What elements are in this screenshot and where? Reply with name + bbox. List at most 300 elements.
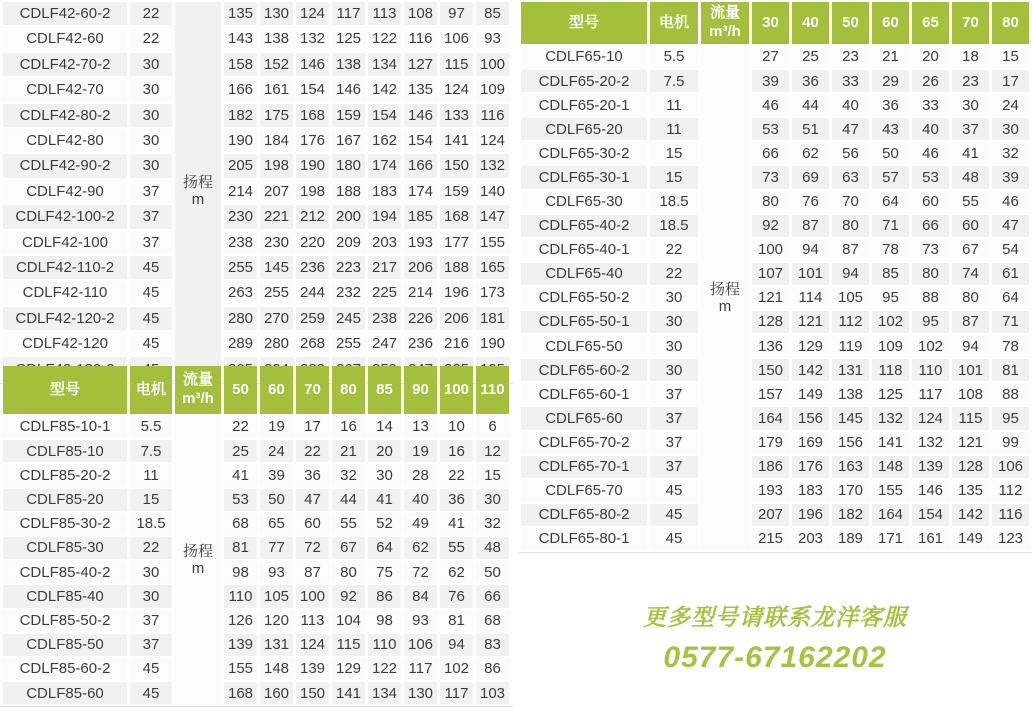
head-value-cell: 110 — [368, 634, 401, 656]
head-value-cell: 80 — [832, 215, 869, 237]
head-value-cell: 61 — [992, 263, 1029, 285]
head-value-cell: 67 — [952, 239, 989, 261]
head-value-cell: 20 — [912, 46, 949, 68]
table-row — [3, 256, 509, 279]
head-value-cell: 33 — [912, 94, 949, 116]
model-cell: CDLF85-50-2 — [3, 610, 127, 632]
head-value-cell: 64 — [872, 191, 909, 213]
head-value-cell: 212 — [296, 205, 329, 228]
head-value-cell: 214 — [404, 281, 437, 304]
table-row — [521, 94, 1029, 116]
model-cell: CDLF42-80-2 — [3, 104, 127, 127]
table-row — [3, 104, 509, 127]
table-row — [521, 46, 1029, 68]
flow-column-header: 流量 m³/h — [701, 2, 749, 44]
head-value-cell: 40 — [832, 94, 869, 116]
head-value-cell: 154 — [368, 104, 401, 127]
model-column-header: 型号 — [3, 366, 127, 414]
model-cell: CDLF42-60-2 — [3, 2, 127, 25]
head-value-cell: 182 — [832, 504, 869, 526]
head-value-cell: 30 — [476, 489, 509, 511]
head-value-cell: 134 — [368, 682, 401, 704]
table-row — [3, 180, 509, 203]
model-cell: CDLF85-30-2 — [3, 513, 127, 535]
head-value-cell: 24 — [260, 440, 293, 462]
head-value-cell: 19 — [260, 416, 293, 438]
head-value-cell: 95 — [872, 287, 909, 309]
head-value-cell: 109 — [872, 335, 909, 357]
head-value-cell: 152 — [260, 53, 293, 76]
model-cell: CDLF65-30-1 — [521, 166, 647, 188]
head-value-cell: 107 — [752, 263, 789, 285]
head-value-cell: 72 — [404, 561, 437, 583]
motor-power-cell: 30 — [650, 335, 698, 357]
head-value-cell: 48 — [476, 537, 509, 559]
head-value-cell: 23 — [952, 70, 989, 92]
head-value-cell: 124 — [296, 634, 329, 656]
head-value-cell: 30 — [368, 464, 401, 486]
head-value-cell: 28 — [404, 464, 437, 486]
model-cell: CDLF65-20-1 — [521, 94, 647, 116]
head-value-cell: 15 — [992, 46, 1029, 68]
head-value-cell: 113 — [296, 610, 329, 632]
table-row — [3, 658, 509, 680]
head-value-cell: 148 — [872, 456, 909, 478]
lift-head-label-cell: 扬程 m — [701, 46, 749, 550]
head-value-cell: 102 — [912, 335, 949, 357]
model-cell: CDLF85-40-2 — [3, 561, 127, 583]
head-value-cell: 62 — [404, 537, 437, 559]
motor-power-cell: 37 — [130, 205, 172, 228]
motor-power-cell: 30 — [130, 154, 172, 177]
head-value-cell: 247 — [368, 332, 401, 355]
table-row — [3, 537, 509, 559]
head-value-cell: 86 — [368, 585, 401, 607]
head-value-cell: 64 — [368, 537, 401, 559]
head-value-cell: 135 — [404, 78, 437, 101]
head-value-cell: 17 — [296, 416, 329, 438]
head-value-cell: 47 — [296, 489, 329, 511]
head-value-cell: 244 — [296, 281, 329, 304]
motor-power-cell: 11 — [650, 118, 698, 140]
table-row — [521, 456, 1029, 478]
head-value-cell: 146 — [296, 53, 329, 76]
head-value-cell: 43 — [872, 118, 909, 140]
head-value-cell: 180 — [332, 154, 365, 177]
head-value-cell: 102 — [872, 311, 909, 333]
motor-power-cell: 30 — [130, 53, 172, 76]
head-value-cell: 149 — [792, 383, 829, 405]
flow-rate-header: 50 — [832, 2, 869, 44]
head-value-cell: 100 — [296, 585, 329, 607]
head-value-cell: 134 — [368, 53, 401, 76]
head-value-cell: 198 — [260, 154, 293, 177]
cdlf85-spec-table — [0, 364, 514, 707]
head-value-cell: 40 — [404, 489, 437, 511]
head-value-cell: 81 — [440, 610, 473, 632]
head-value-cell: 238 — [368, 307, 401, 330]
head-value-cell: 217 — [368, 256, 401, 279]
table-row — [3, 585, 509, 607]
head-value-cell: 183 — [792, 480, 829, 502]
table-row — [3, 682, 509, 704]
motor-power-cell: 5.5 — [130, 416, 172, 438]
head-value-cell: 50 — [260, 489, 293, 511]
head-value-cell: 236 — [296, 256, 329, 279]
model-cell: CDLF42-90-2 — [3, 154, 127, 177]
head-value-cell: 41 — [224, 464, 257, 486]
head-value-cell: 49 — [404, 513, 437, 535]
model-column-header: 型号 — [521, 2, 647, 44]
head-value-cell: 92 — [752, 215, 789, 237]
head-value-cell: 149 — [952, 528, 989, 550]
head-value-cell: 168 — [440, 205, 473, 228]
head-value-cell: 190 — [296, 154, 329, 177]
head-value-cell: 130 — [404, 682, 437, 704]
head-value-cell: 69 — [792, 166, 829, 188]
motor-power-cell: 30 — [130, 78, 172, 101]
head-value-cell: 44 — [792, 94, 829, 116]
head-value-cell: 104 — [332, 610, 365, 632]
motor-power-cell: 15 — [650, 142, 698, 164]
head-value-cell: 167 — [332, 129, 365, 152]
motor-power-cell: 18.5 — [650, 215, 698, 237]
head-value-cell: 71 — [992, 311, 1029, 333]
head-value-cell: 121 — [952, 432, 989, 454]
model-cell: CDLF42-100 — [3, 231, 127, 254]
head-value-cell: 24 — [992, 94, 1029, 116]
head-value-cell: 68 — [476, 610, 509, 632]
head-value-cell: 15 — [476, 464, 509, 486]
head-value-cell: 92 — [332, 585, 365, 607]
head-value-cell: 46 — [992, 191, 1029, 213]
model-cell: CDLF42-80 — [3, 129, 127, 152]
head-value-cell: 106 — [992, 456, 1029, 478]
head-value-cell: 130 — [260, 2, 293, 25]
head-value-cell: 108 — [952, 383, 989, 405]
motor-power-cell: 37 — [130, 231, 172, 254]
head-value-cell: 116 — [404, 27, 437, 50]
head-value-cell: 94 — [952, 335, 989, 357]
head-value-cell: 51 — [792, 118, 829, 140]
head-value-cell: 16 — [440, 440, 473, 462]
head-value-cell: 95 — [912, 311, 949, 333]
head-value-cell: 117 — [332, 2, 365, 25]
head-value-cell: 188 — [332, 180, 365, 203]
head-value-cell: 207 — [260, 180, 293, 203]
head-value-cell: 47 — [992, 215, 1029, 237]
head-value-cell: 145 — [832, 407, 869, 429]
model-cell: CDLF65-30 — [521, 191, 647, 213]
head-value-cell: 141 — [332, 682, 365, 704]
model-cell: CDLF65-40 — [521, 263, 647, 285]
model-cell: CDLF42-90 — [3, 180, 127, 203]
head-value-cell: 117 — [912, 383, 949, 405]
motor-power-cell: 37 — [130, 610, 172, 632]
head-value-cell: 126 — [224, 610, 257, 632]
motor-power-cell: 45 — [130, 281, 172, 304]
head-value-cell: 73 — [912, 239, 949, 261]
motor-power-cell: 30 — [130, 561, 172, 583]
head-value-cell: 85 — [872, 263, 909, 285]
head-value-cell: 93 — [260, 561, 293, 583]
head-value-cell: 87 — [952, 311, 989, 333]
head-value-cell: 73 — [752, 166, 789, 188]
head-value-cell: 93 — [476, 27, 509, 50]
lift-head-label-cell: 扬程 m — [175, 416, 221, 704]
head-value-cell: 36 — [872, 94, 909, 116]
head-value-cell: 77 — [260, 537, 293, 559]
head-value-cell: 80 — [912, 263, 949, 285]
motor-power-cell: 30 — [650, 287, 698, 309]
head-value-cell: 121 — [752, 287, 789, 309]
head-value-cell: 50 — [476, 561, 509, 583]
head-value-cell: 56 — [832, 142, 869, 164]
head-value-cell: 70 — [832, 191, 869, 213]
table-row — [521, 166, 1029, 188]
head-value-cell: 6 — [476, 416, 509, 438]
head-value-cell: 53 — [752, 118, 789, 140]
head-value-cell: 52 — [368, 513, 401, 535]
head-value-cell: 125 — [872, 383, 909, 405]
head-value-cell: 116 — [476, 104, 509, 127]
model-cell: CDLF42-110-2 — [3, 256, 127, 279]
CDLF42-table — [0, 0, 512, 383]
head-value-cell: 179 — [752, 432, 789, 454]
head-value-cell: 159 — [440, 180, 473, 203]
head-value-cell: 124 — [296, 2, 329, 25]
head-value-cell: 21 — [332, 440, 365, 462]
head-value-cell: 169 — [792, 432, 829, 454]
table-row — [521, 528, 1029, 550]
table-row — [3, 440, 509, 462]
head-value-cell: 124 — [912, 407, 949, 429]
head-value-cell: 115 — [952, 407, 989, 429]
table-row — [3, 129, 509, 152]
model-cell: CDLF65-60 — [521, 407, 647, 429]
CDLF65-table — [518, 0, 1032, 552]
motor-power-cell: 37 — [650, 383, 698, 405]
motor-power-cell: 7.5 — [650, 70, 698, 92]
head-value-cell: 255 — [260, 281, 293, 304]
table-row — [521, 407, 1029, 429]
motor-power-cell: 22 — [650, 263, 698, 285]
head-value-cell: 33 — [832, 70, 869, 92]
head-value-cell: 131 — [260, 634, 293, 656]
model-cell: CDLF42-120-2 — [3, 307, 127, 330]
head-value-cell: 263 — [224, 281, 257, 304]
model-cell: CDLF42-70-2 — [3, 53, 127, 76]
head-value-cell: 16 — [332, 416, 365, 438]
table-row — [521, 191, 1029, 213]
model-cell: CDLF85-50 — [3, 634, 127, 656]
head-value-cell: 166 — [224, 78, 257, 101]
head-value-cell: 32 — [476, 513, 509, 535]
head-value-cell: 27 — [752, 46, 789, 68]
head-value-cell: 112 — [992, 480, 1029, 502]
table-row — [521, 263, 1029, 285]
head-value-cell: 146 — [404, 104, 437, 127]
table-row — [3, 416, 509, 438]
table-row — [3, 307, 509, 330]
motor-power-cell: 18.5 — [130, 513, 172, 535]
head-value-cell: 68 — [224, 513, 257, 535]
model-cell: CDLF42-60 — [3, 27, 127, 50]
head-value-cell: 97 — [440, 2, 473, 25]
head-value-cell: 164 — [752, 407, 789, 429]
flow-rate-header: 80 — [332, 366, 365, 414]
table-row — [3, 205, 509, 228]
head-value-cell: 124 — [440, 78, 473, 101]
flow-rate-header: 65 — [912, 2, 949, 44]
contact-note — [518, 599, 1032, 675]
head-value-cell: 188 — [440, 256, 473, 279]
table-row — [3, 489, 509, 511]
head-value-cell: 270 — [260, 307, 293, 330]
flow-rate-header: 60 — [872, 2, 909, 44]
table-row — [521, 142, 1029, 164]
head-value-cell: 22 — [440, 464, 473, 486]
head-value-cell: 41 — [440, 513, 473, 535]
motor-power-cell: 30 — [130, 585, 172, 607]
motor-power-cell: 37 — [130, 634, 172, 656]
head-value-cell: 165 — [476, 256, 509, 279]
table-row — [3, 154, 509, 177]
head-value-cell: 143 — [224, 27, 257, 50]
head-value-cell: 154 — [912, 504, 949, 526]
head-value-cell: 85 — [476, 2, 509, 25]
head-value-cell: 60 — [912, 191, 949, 213]
head-value-cell: 53 — [224, 489, 257, 511]
model-cell: CDLF42-120 — [3, 332, 127, 355]
flow-rate-header: 50 — [224, 366, 257, 414]
head-value-cell: 103 — [476, 682, 509, 704]
head-value-cell: 36 — [440, 489, 473, 511]
head-value-cell: 26 — [912, 70, 949, 92]
model-cell: CDLF65-50-2 — [521, 287, 647, 309]
motor-power-cell: 37 — [650, 432, 698, 454]
head-value-cell: 25 — [792, 46, 829, 68]
table-row — [3, 2, 509, 25]
contact-text: 更多型号请联系龙洋客服 — [643, 604, 907, 630]
model-cell: CDLF65-70-1 — [521, 456, 647, 478]
head-value-cell: 203 — [368, 231, 401, 254]
head-value-cell: 72 — [296, 537, 329, 559]
head-value-cell: 98 — [224, 561, 257, 583]
head-value-cell: 119 — [832, 335, 869, 357]
head-value-cell: 259 — [296, 307, 329, 330]
contact-phone: 0577-67162202 — [663, 641, 887, 674]
head-value-cell: 226 — [404, 307, 437, 330]
head-value-cell: 120 — [260, 610, 293, 632]
head-value-cell: 32 — [332, 464, 365, 486]
head-value-cell: 87 — [832, 239, 869, 261]
head-value-cell: 78 — [872, 239, 909, 261]
motor-power-cell: 22 — [650, 239, 698, 261]
motor-column-header: 电机 — [130, 366, 172, 414]
head-value-cell: 88 — [992, 383, 1029, 405]
head-value-cell: 162 — [368, 129, 401, 152]
head-value-cell: 109 — [476, 78, 509, 101]
head-value-cell: 40 — [912, 118, 949, 140]
head-value-cell: 268 — [296, 332, 329, 355]
head-value-cell: 71 — [872, 215, 909, 237]
head-value-cell: 146 — [332, 78, 365, 101]
head-value-cell: 13 — [404, 416, 437, 438]
table-row — [521, 335, 1029, 357]
model-cell: CDLF85-10-1 — [3, 416, 127, 438]
head-value-cell: 160 — [260, 682, 293, 704]
head-value-cell: 238 — [224, 231, 257, 254]
head-value-cell: 23 — [832, 46, 869, 68]
table-row — [521, 70, 1029, 92]
head-value-cell: 122 — [368, 658, 401, 680]
model-cell: CDLF65-40-2 — [521, 215, 647, 237]
head-value-cell: 156 — [792, 407, 829, 429]
head-value-cell: 41 — [952, 142, 989, 164]
head-value-cell: 223 — [332, 256, 365, 279]
head-value-cell: 230 — [224, 205, 257, 228]
head-value-cell: 214 — [224, 180, 257, 203]
head-value-cell: 87 — [296, 561, 329, 583]
motor-power-cell: 30 — [130, 129, 172, 152]
model-cell: CDLF65-50 — [521, 335, 647, 357]
head-value-cell: 139 — [296, 658, 329, 680]
head-value-cell: 110 — [912, 359, 949, 381]
head-value-cell: 245 — [332, 307, 365, 330]
head-value-cell: 157 — [752, 383, 789, 405]
head-value-cell: 176 — [792, 456, 829, 478]
model-cell: CDLF65-20-2 — [521, 70, 647, 92]
head-value-cell: 232 — [332, 281, 365, 304]
head-value-cell: 129 — [792, 335, 829, 357]
head-value-cell: 81 — [224, 537, 257, 559]
head-value-cell: 121 — [792, 311, 829, 333]
head-value-cell: 76 — [792, 191, 829, 213]
head-value-cell: 113 — [368, 2, 401, 25]
head-value-cell: 255 — [224, 256, 257, 279]
head-value-cell: 39 — [992, 166, 1029, 188]
head-value-cell: 147 — [476, 205, 509, 228]
head-value-cell: 161 — [260, 78, 293, 101]
head-value-cell: 125 — [332, 27, 365, 50]
head-value-cell: 57 — [872, 166, 909, 188]
head-value-cell: 39 — [752, 70, 789, 92]
head-value-cell: 135 — [952, 480, 989, 502]
head-value-cell: 47 — [832, 118, 869, 140]
head-value-cell: 168 — [224, 682, 257, 704]
head-value-cell: 55 — [440, 537, 473, 559]
head-value-cell: 158 — [224, 53, 257, 76]
motor-power-cell: 22 — [130, 2, 172, 25]
head-value-cell: 78 — [992, 335, 1029, 357]
head-value-cell: 154 — [404, 129, 437, 152]
head-value-cell: 163 — [832, 456, 869, 478]
head-value-cell: 150 — [296, 682, 329, 704]
head-value-cell: 141 — [872, 432, 909, 454]
head-value-cell: 203 — [792, 528, 829, 550]
head-value-cell: 156 — [832, 432, 869, 454]
head-value-cell: 116 — [992, 504, 1029, 526]
head-value-cell: 289 — [224, 332, 257, 355]
head-value-cell: 22 — [296, 440, 329, 462]
motor-power-cell: 37 — [650, 407, 698, 429]
motor-power-cell: 45 — [130, 658, 172, 680]
head-value-cell: 198 — [296, 180, 329, 203]
head-value-cell: 170 — [832, 480, 869, 502]
motor-power-cell: 37 — [650, 456, 698, 478]
model-cell: CDLF42-100-2 — [3, 205, 127, 228]
